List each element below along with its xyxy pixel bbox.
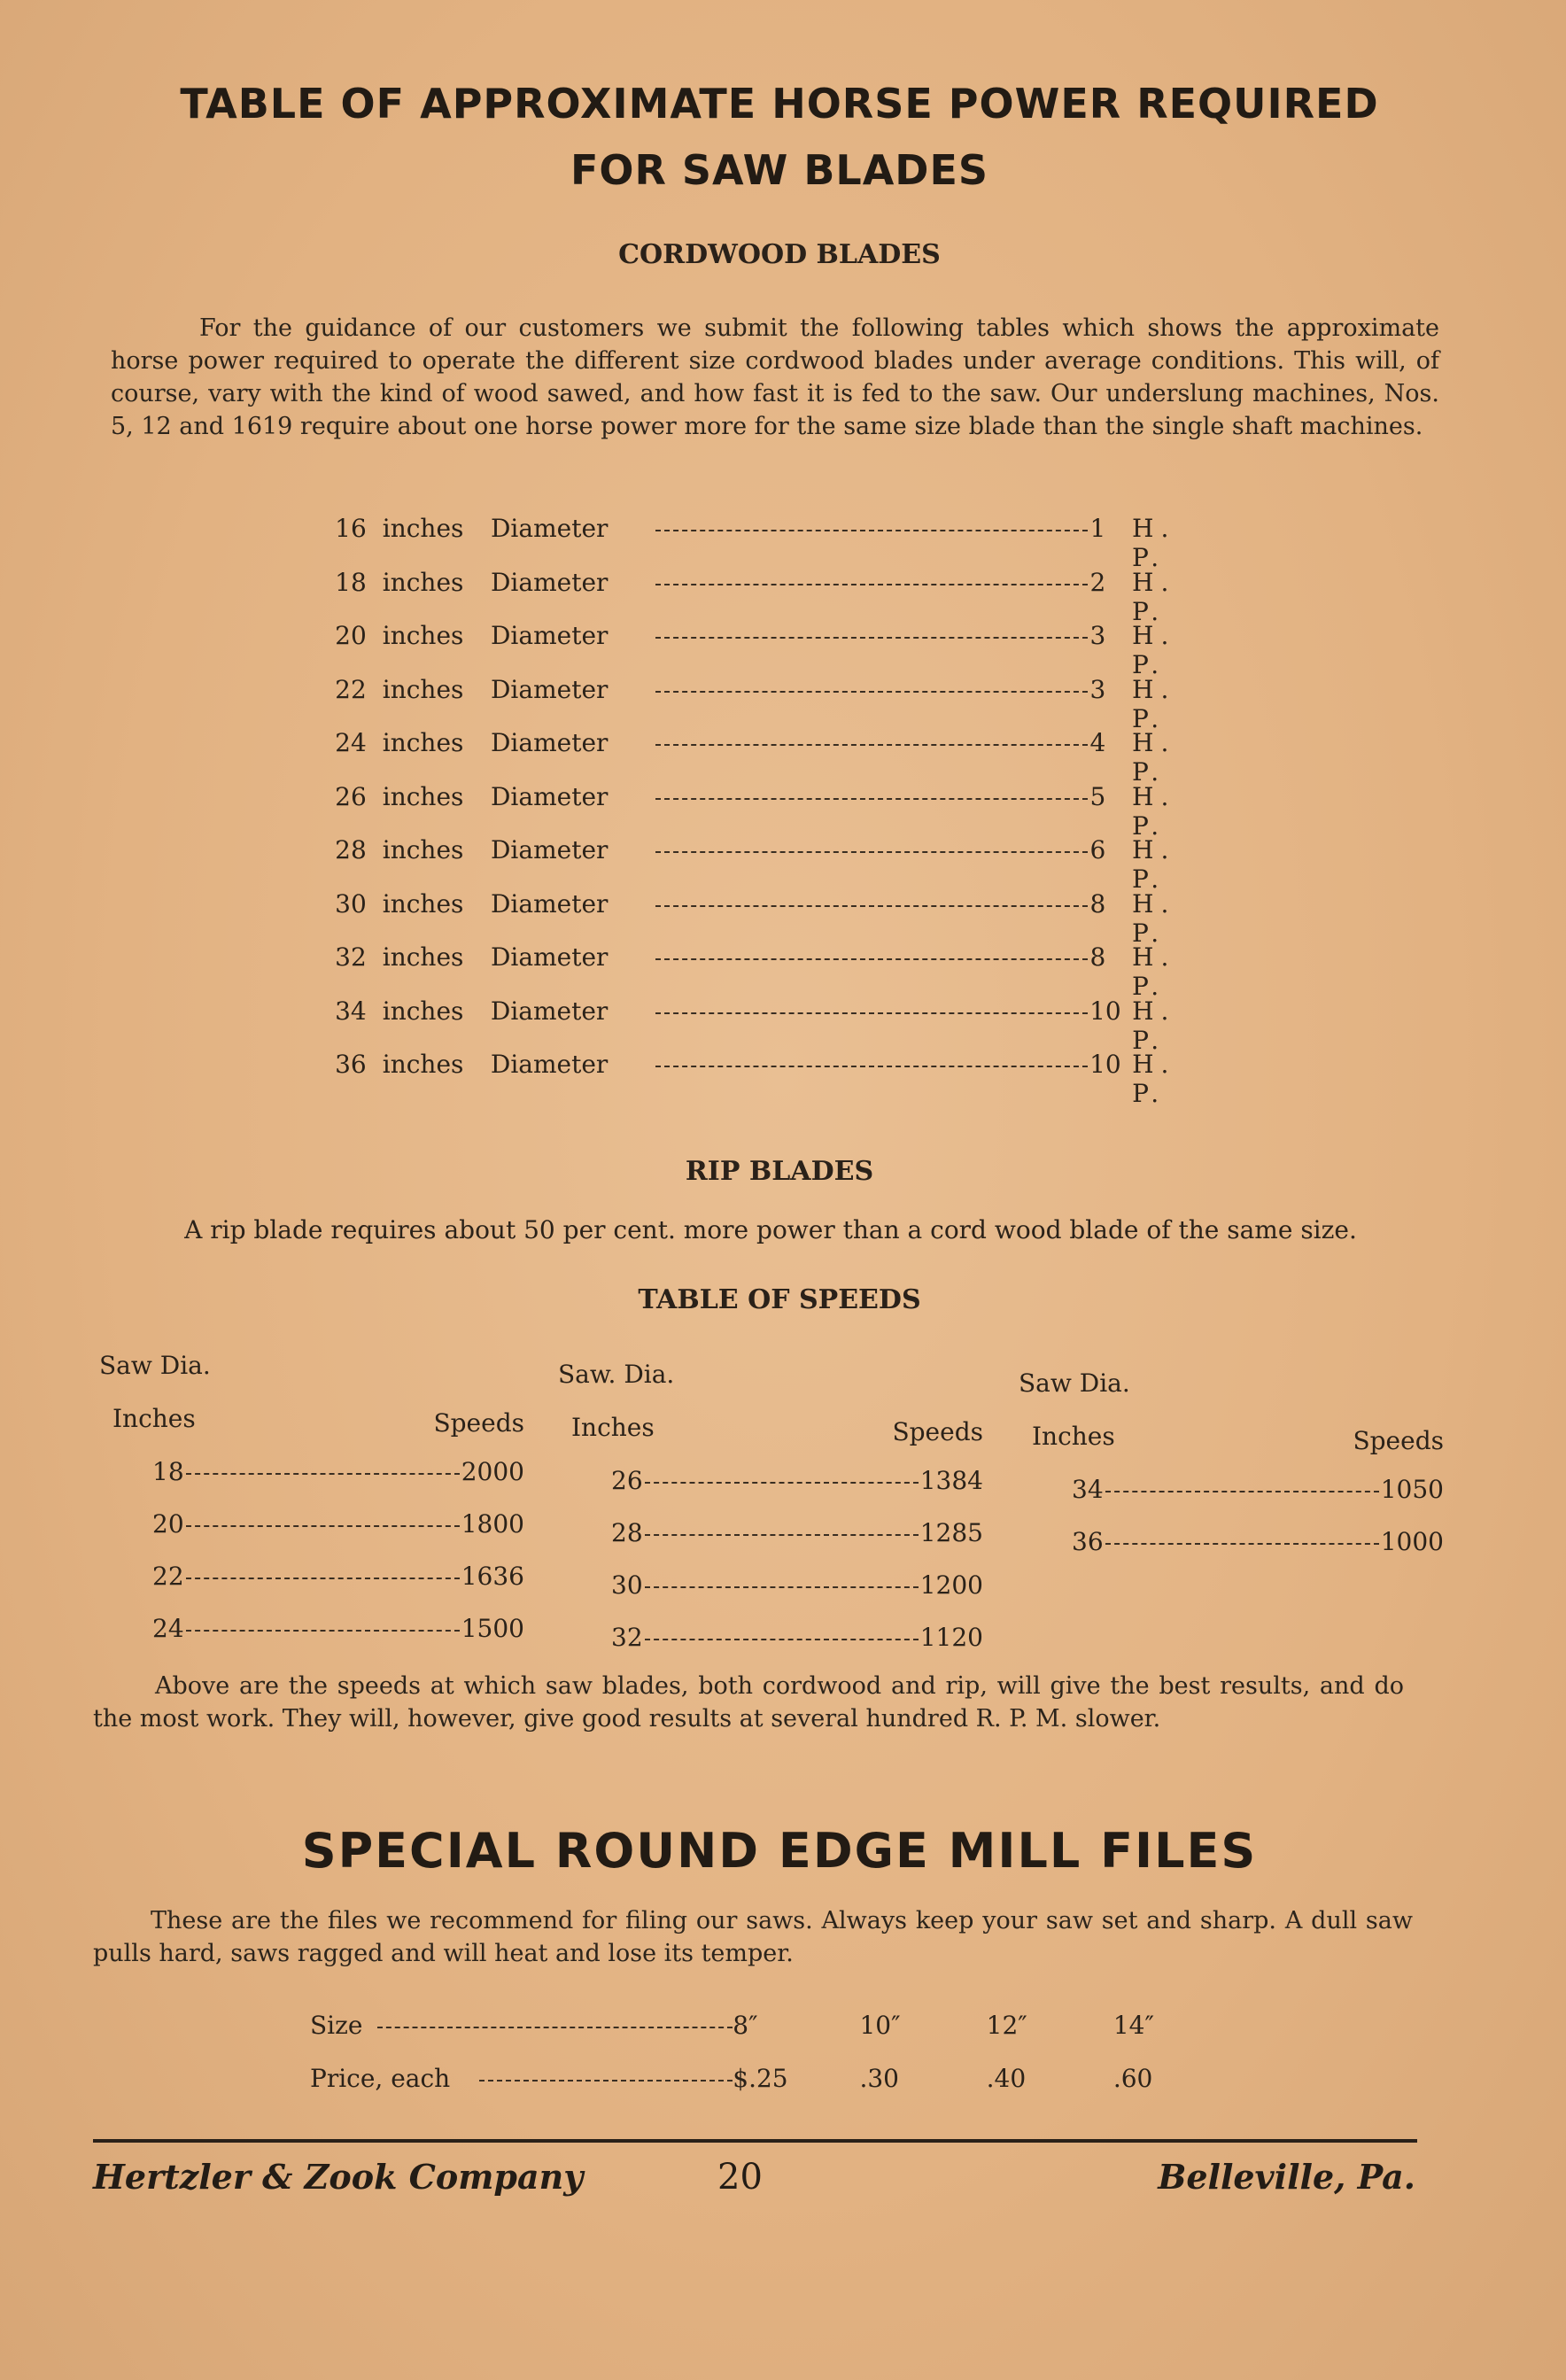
hp-diameter: 32 bbox=[335, 942, 367, 972]
speeds-column-inches: Inches bbox=[571, 1413, 655, 1442]
hp-row bbox=[319, 728, 1222, 787]
speed-row bbox=[611, 1518, 983, 1547]
speed-diameter: 20 bbox=[152, 1509, 184, 1539]
hp-unit-inches: inches bbox=[382, 781, 464, 811]
hp-unit-diameter: Diameter bbox=[490, 621, 609, 650]
cordwood-intro bbox=[111, 312, 1439, 443]
hp-unit-diameter: Diameter bbox=[490, 888, 609, 919]
hp-row bbox=[319, 674, 1222, 733]
speed-value: 1050 bbox=[1380, 1475, 1444, 1504]
hp-leader bbox=[655, 1012, 1089, 1014]
size-label: Size bbox=[310, 2011, 363, 2040]
hp-unit-label: H. P. bbox=[1132, 996, 1176, 1055]
hp-unit-label: H. P. bbox=[1132, 1050, 1176, 1108]
size-10: 10″ bbox=[859, 2011, 901, 2040]
hp-value: 2 bbox=[1089, 567, 1106, 597]
speed-diameter: 24 bbox=[152, 1614, 184, 1643]
speed-leader bbox=[1105, 1543, 1379, 1545]
speed-diameter: 22 bbox=[152, 1562, 184, 1591]
size-14: 14″ bbox=[1112, 2011, 1154, 2040]
speed-leader bbox=[186, 1578, 460, 1579]
speed-leader bbox=[645, 1586, 919, 1588]
hp-unit-inches: inches bbox=[382, 942, 464, 972]
hp-unit-diameter: Diameter bbox=[490, 835, 609, 864]
price-label: Price, each bbox=[310, 2064, 451, 2093]
hp-unit-inches: inches bbox=[382, 567, 464, 597]
speed-diameter: 34 bbox=[1072, 1475, 1104, 1504]
hp-unit-diameter: Diameter bbox=[490, 1050, 609, 1079]
speeds-column-2 bbox=[558, 1360, 983, 1678]
hp-row bbox=[319, 888, 1222, 948]
speeds-note-text: Above are the speeds at which saw blades, both cordwood and rip, will give the best results, and do the most work. They will, however, give good results at several hundred R. P. M. slower. bbox=[93, 1672, 1404, 1733]
speeds-note bbox=[93, 1670, 1404, 1735]
hp-unit-diameter: Diameter bbox=[490, 567, 609, 597]
hp-unit-inches: inches bbox=[382, 888, 464, 919]
hp-unit-diameter: Diameter bbox=[490, 514, 609, 543]
hp-value: 1 bbox=[1089, 514, 1106, 543]
hp-unit-inches: inches bbox=[382, 996, 464, 1026]
speed-value: 1800 bbox=[461, 1509, 524, 1539]
hp-leader bbox=[655, 530, 1089, 531]
speed-row bbox=[152, 1457, 524, 1486]
speed-diameter: 28 bbox=[611, 1518, 643, 1547]
speeds-column-3 bbox=[1019, 1368, 1444, 1687]
hp-leader bbox=[655, 958, 1089, 960]
speed-value: 2000 bbox=[461, 1457, 524, 1486]
page-title-line1: TABLE OF APPROXIMATE HORSE POWER REQUIRED bbox=[180, 80, 1379, 128]
size-8: 8″ bbox=[733, 2011, 758, 2040]
price-leader bbox=[479, 2080, 733, 2082]
hp-value: 10 bbox=[1089, 996, 1121, 1026]
speeds-column-speeds: Speeds bbox=[433, 1408, 524, 1438]
hp-leader bbox=[655, 1066, 1089, 1067]
hp-leader bbox=[655, 637, 1089, 639]
speeds-column-1 bbox=[99, 1351, 524, 1670]
speeds-column-speeds: Speeds bbox=[1353, 1426, 1444, 1455]
hp-leader bbox=[655, 584, 1089, 585]
speeds-column-label: Saw Dia. bbox=[99, 1351, 211, 1380]
speed-leader bbox=[645, 1534, 919, 1536]
hp-unit-inches: inches bbox=[382, 674, 464, 704]
speed-row bbox=[611, 1623, 983, 1652]
hp-unit-diameter: Diameter bbox=[490, 942, 609, 972]
speeds-heading: TABLE OF SPEEDS bbox=[638, 1284, 921, 1315]
hp-row bbox=[319, 621, 1222, 679]
hp-diameter: 24 bbox=[335, 728, 367, 757]
speed-row bbox=[1072, 1475, 1444, 1504]
price-8: $.25 bbox=[733, 2064, 788, 2093]
hp-diameter: 16 bbox=[335, 514, 367, 543]
hp-unit-label: H. P. bbox=[1132, 781, 1176, 841]
speed-diameter: 32 bbox=[611, 1623, 643, 1652]
speed-diameter: 18 bbox=[152, 1457, 184, 1486]
speed-row bbox=[1072, 1527, 1444, 1556]
speeds-column-speeds: Speeds bbox=[892, 1417, 983, 1446]
hp-unit-label: H. P. bbox=[1132, 514, 1176, 572]
speeds-column-label: Saw Dia. bbox=[1019, 1368, 1130, 1398]
hp-unit-label: H. P. bbox=[1132, 942, 1176, 1001]
hp-value: 3 bbox=[1089, 674, 1106, 704]
hp-diameter: 34 bbox=[335, 996, 367, 1026]
hp-value: 10 bbox=[1089, 1050, 1121, 1079]
hp-unit-diameter: Diameter bbox=[490, 996, 609, 1026]
files-price-row bbox=[310, 2064, 1240, 2099]
hp-diameter: 22 bbox=[335, 674, 367, 704]
hp-value: 8 bbox=[1089, 942, 1106, 972]
hp-leader bbox=[655, 905, 1089, 907]
speed-row bbox=[611, 1570, 983, 1600]
price-12: .40 bbox=[986, 2064, 1027, 2093]
speed-value: 1636 bbox=[461, 1562, 524, 1591]
files-heading: SPECIAL ROUND EDGE MILL FILES bbox=[301, 1823, 1258, 1879]
size-12: 12″ bbox=[986, 2011, 1027, 2040]
hp-row bbox=[319, 996, 1222, 1055]
hp-unit-diameter: Diameter bbox=[490, 674, 609, 704]
hp-unit-diameter: Diameter bbox=[490, 781, 609, 811]
page-number: 20 bbox=[717, 2157, 763, 2198]
hp-unit-label: H. P. bbox=[1132, 567, 1176, 626]
hp-row bbox=[319, 835, 1222, 894]
speed-leader bbox=[645, 1639, 919, 1640]
hp-unit-label: H. P. bbox=[1132, 835, 1176, 894]
hp-leader bbox=[655, 798, 1089, 800]
hp-unit-label: H. P. bbox=[1132, 621, 1176, 679]
footer-location: Belleville, Pa. bbox=[1158, 2157, 1415, 2197]
hp-unit-inches: inches bbox=[382, 514, 464, 543]
files-text bbox=[93, 1904, 1413, 1970]
hp-row bbox=[319, 514, 1222, 572]
footer-rule bbox=[93, 2139, 1417, 2143]
hp-value: 5 bbox=[1089, 781, 1106, 811]
page-title-line2: FOR SAW BLADES bbox=[570, 146, 989, 194]
hp-leader bbox=[655, 691, 1089, 693]
size-leader bbox=[377, 2027, 733, 2028]
hp-unit-diameter: Diameter bbox=[490, 728, 609, 757]
hp-unit-inches: inches bbox=[382, 728, 464, 757]
hp-diameter: 30 bbox=[335, 888, 367, 919]
speed-value: 1384 bbox=[919, 1466, 983, 1495]
price-10: .30 bbox=[859, 2064, 899, 2093]
cordwood-heading: CORDWOOD BLADES bbox=[618, 239, 941, 270]
speed-leader bbox=[645, 1482, 919, 1484]
speeds-column-label: Saw. Dia. bbox=[558, 1360, 675, 1389]
hp-unit-inches: inches bbox=[382, 1050, 464, 1079]
hp-unit-inches: inches bbox=[382, 621, 464, 650]
speed-value: 1000 bbox=[1380, 1527, 1444, 1556]
speed-leader bbox=[186, 1473, 460, 1475]
hp-row bbox=[319, 1050, 1222, 1108]
speed-leader bbox=[186, 1525, 460, 1527]
files-text-body: These are the files we recommend for filing our saws. Always keep your saw set and sharp. A dull saw pulls hard, saws ragged and will heat and lose its temper. bbox=[93, 1907, 1413, 1967]
rip-text: A rip blade requires about 50 per cent. more power than a cord wood blade of the same size. bbox=[184, 1215, 1357, 1244]
speed-value: 1285 bbox=[919, 1518, 983, 1547]
hp-unit-label: H. P. bbox=[1132, 888, 1176, 948]
hp-diameter: 26 bbox=[335, 781, 367, 811]
hp-unit-label: H. P. bbox=[1132, 674, 1176, 733]
speed-value: 1200 bbox=[919, 1570, 983, 1600]
hp-row bbox=[319, 942, 1222, 1001]
speed-value: 1120 bbox=[919, 1623, 983, 1652]
speed-diameter: 30 bbox=[611, 1570, 643, 1600]
speed-row bbox=[152, 1562, 524, 1591]
hp-diameter: 36 bbox=[335, 1050, 367, 1079]
hp-value: 4 bbox=[1089, 728, 1106, 757]
hp-row bbox=[319, 567, 1222, 626]
rip-heading: RIP BLADES bbox=[685, 1156, 874, 1187]
hp-row bbox=[319, 781, 1222, 841]
hp-leader bbox=[655, 744, 1089, 746]
cordwood-intro-text: For the guidance of our customers we submit the following tables which shows the approximate horse power required to operate the different size cordwood blades under average conditions. This will, of course, vary with the kind of wood sawed, and how fast it is fed to the saw. Our underslung machines, Nos. 5, 12 and 1619 require about one horse power more for the same size blade than the single shaft machines. bbox=[111, 314, 1439, 440]
speed-row bbox=[152, 1614, 524, 1643]
hp-diameter: 28 bbox=[335, 835, 367, 864]
hp-unit-label: H. P. bbox=[1132, 728, 1176, 787]
hp-diameter: 18 bbox=[335, 567, 367, 597]
hp-value: 6 bbox=[1089, 835, 1106, 864]
speed-diameter: 26 bbox=[611, 1466, 643, 1495]
hp-leader bbox=[655, 851, 1089, 853]
speeds-column-inches: Inches bbox=[112, 1404, 196, 1433]
speed-leader bbox=[186, 1630, 460, 1632]
price-14: .60 bbox=[1112, 2064, 1153, 2093]
files-size-row bbox=[310, 2011, 1240, 2046]
hp-unit-inches: inches bbox=[382, 835, 464, 864]
speeds-column-inches: Inches bbox=[1032, 1422, 1115, 1451]
hp-value: 3 bbox=[1089, 621, 1106, 650]
footer-company: Hertzler & Zook Company bbox=[93, 2157, 584, 2197]
speed-row bbox=[152, 1509, 524, 1539]
speed-value: 1500 bbox=[461, 1614, 524, 1643]
hp-diameter: 20 bbox=[335, 621, 367, 650]
speed-row bbox=[611, 1466, 983, 1495]
speed-leader bbox=[1105, 1491, 1379, 1492]
hp-value: 8 bbox=[1089, 888, 1106, 919]
speed-diameter: 36 bbox=[1072, 1527, 1104, 1556]
